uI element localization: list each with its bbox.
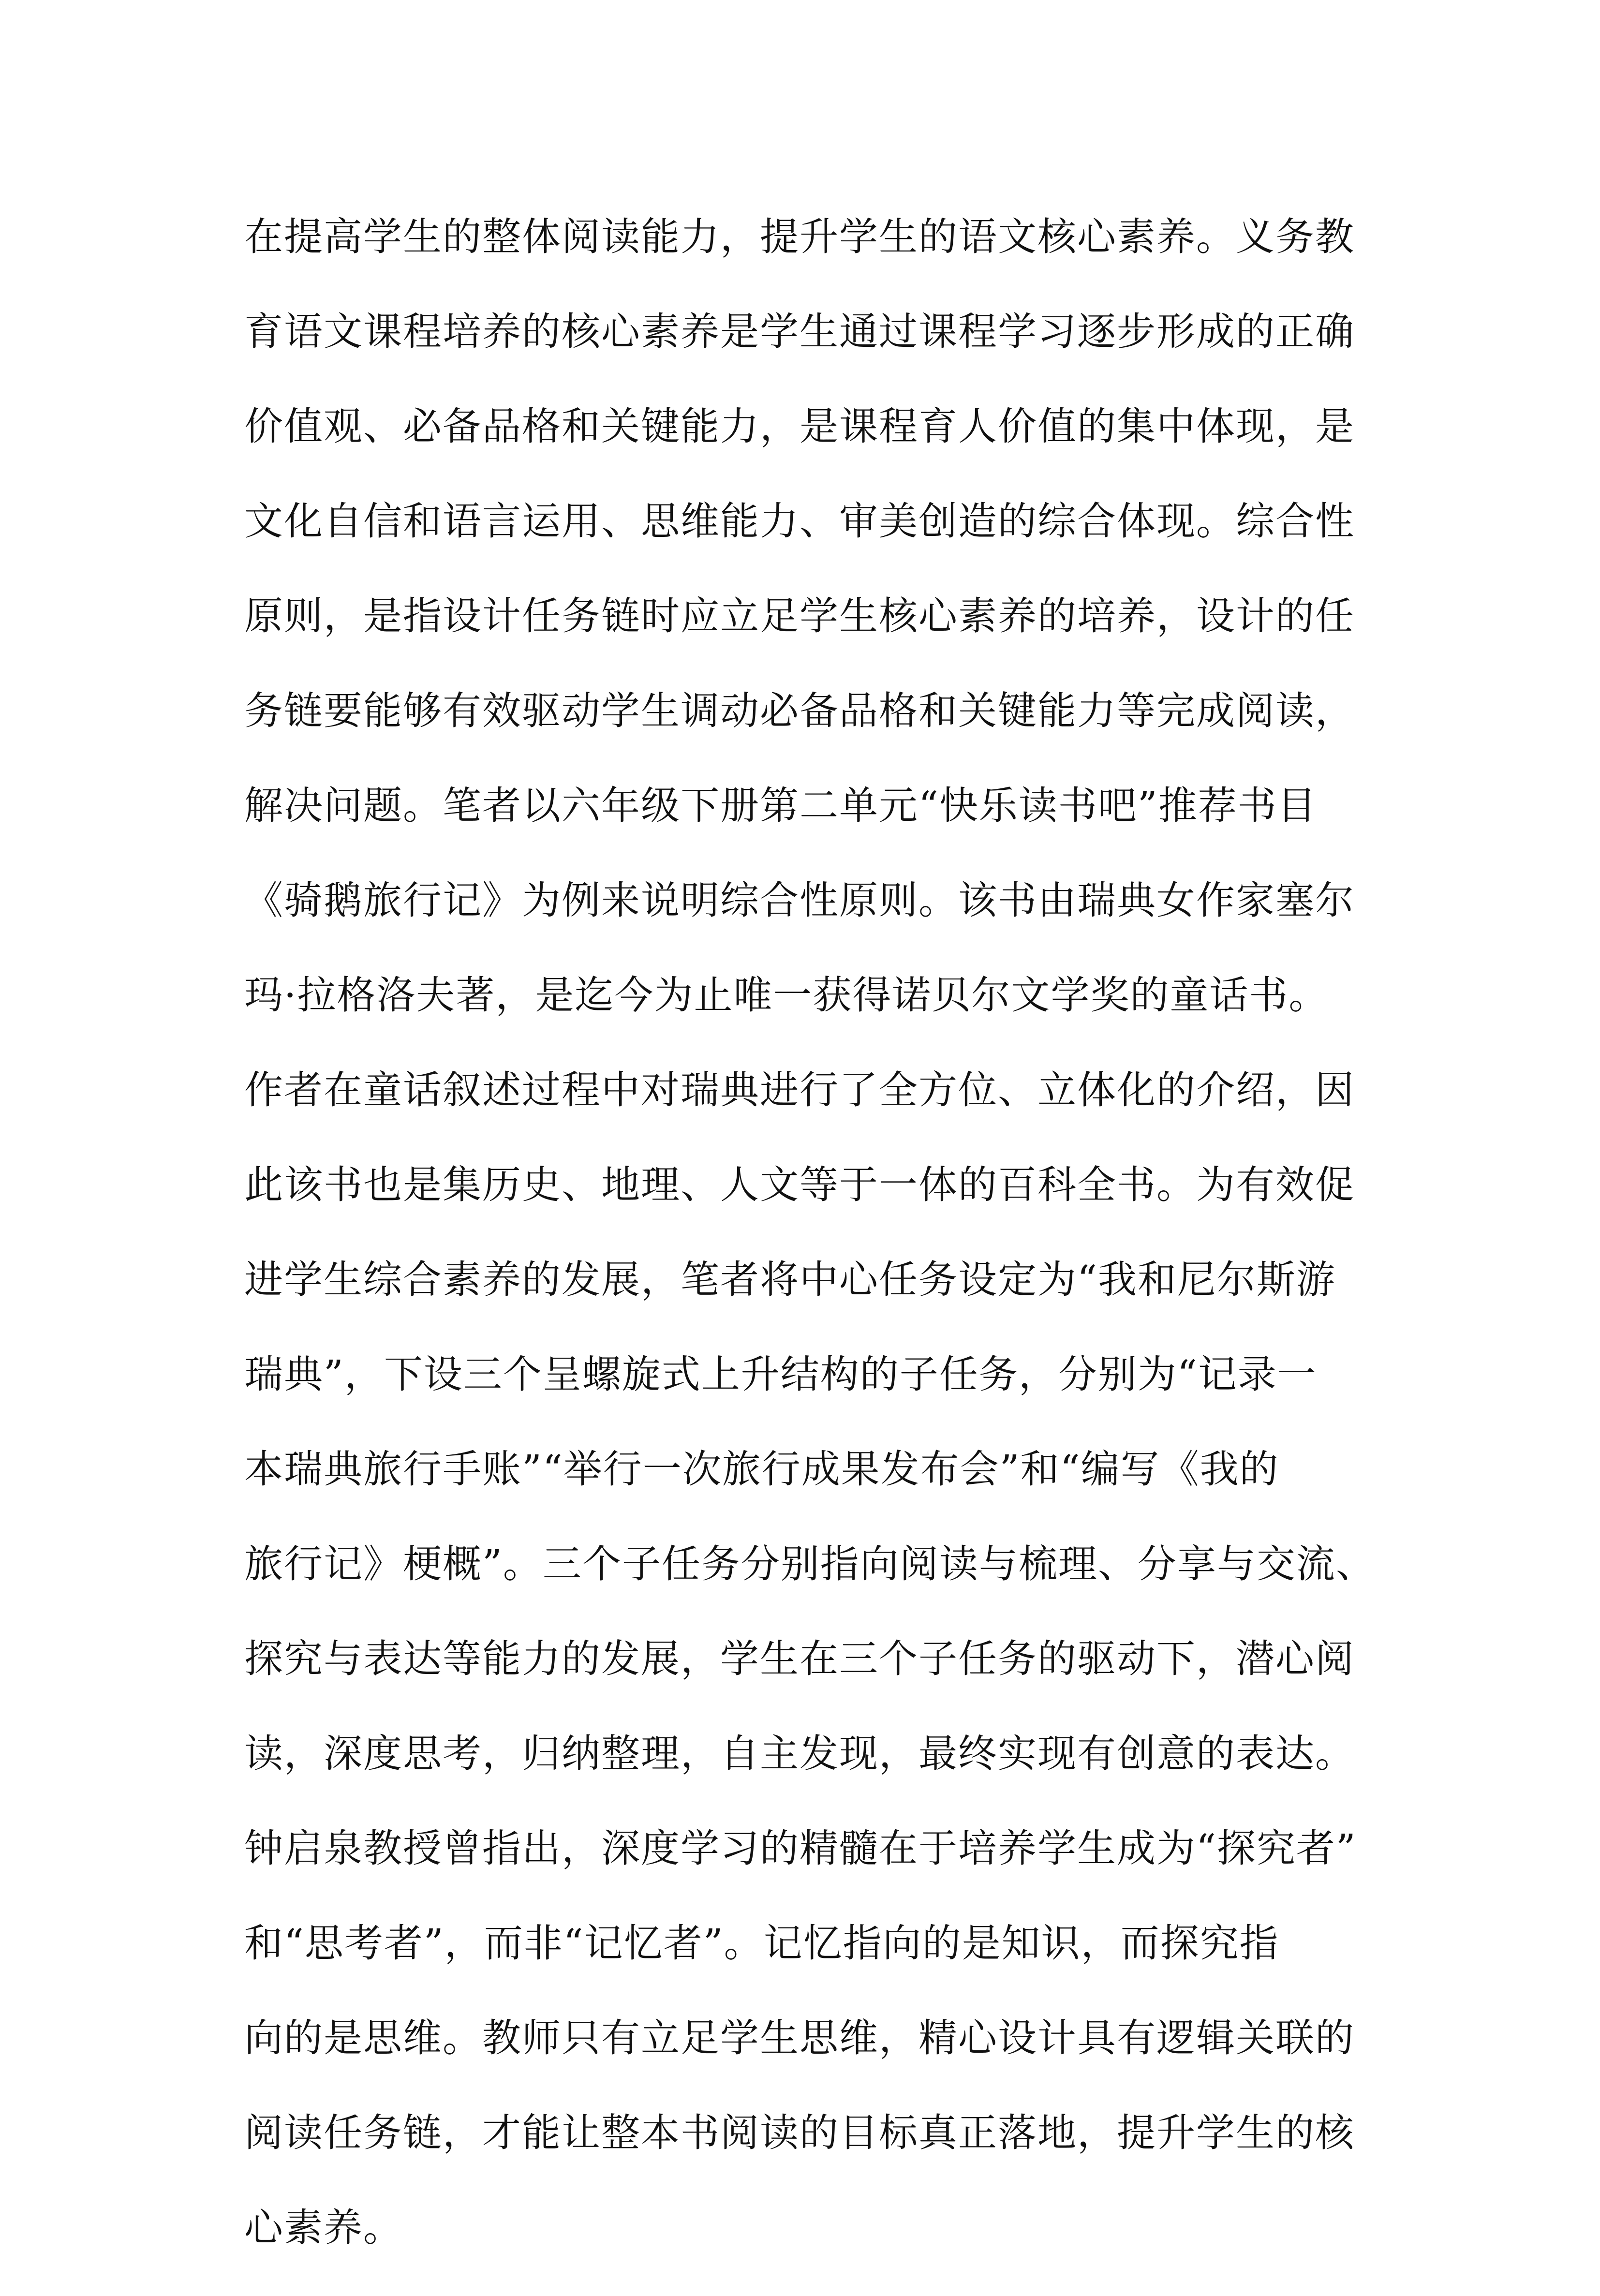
text-line: 在提高学生的整体阅读能力，提升学生的语文核心素养。义务教 — [244, 214, 1355, 259]
text-line: 文化自信和语言运用、思维能力、审美创造的综合体现。综合性 — [244, 499, 1355, 544]
text-line: 向的是思维。教师只有立足学生思维，精心设计具有逻辑关联的 — [244, 2015, 1355, 2060]
text-line: 本瑞典旅行手账”“举行一次旅行成果发布会”和“编写《我的 — [244, 1447, 1279, 1492]
text-line: 瑞典”，下设三个呈螺旋式上升结构的子任务，分别为“记录一 — [244, 1352, 1317, 1397]
text-line: 探究与表达等能力的发展，学生在三个子任务的驱动下，潜心阅 — [244, 1636, 1355, 1681]
text-line: 价值观、必备品格和关键能力，是课程育人价值的集中体现，是 — [244, 404, 1355, 449]
text-line: 钟启泉教授曾指出，深度学习的精髓在于培养学生成为“探究者” — [244, 1826, 1357, 1871]
text-line: 进学生综合素养的发展，笔者将中心任务设定为“我和尼尔斯游 — [244, 1257, 1336, 1302]
text-line: 《骑鹅旅行记》为例来说明综合性原则。该书由瑞典女作家塞尔 — [244, 878, 1355, 923]
text-line: 旅行记》梗概”。三个子任务分别指向阅读与梳理、分享与交流、 — [244, 1541, 1376, 1586]
text-line: 阅读任务链，才能让整本书阅读的目标真正落地，提升学生的核 — [244, 2110, 1355, 2155]
text-line: 玛·拉格洛夫著，是迄今为止唯一获得诺贝尔文学奖的童话书。 — [244, 973, 1329, 1018]
text-line: 育语文课程培养的核心素养是学生通过课程学习逐步形成的正确 — [244, 309, 1355, 354]
text-line: 务链要能够有效驱动学生调动必备品格和关键能力等完成阅读， — [244, 688, 1355, 733]
text-line: 此该书也是集历史、地理、人文等于一体的百科全书。为有效促 — [244, 1162, 1355, 1207]
text-line: 原则，是指设计任务链时应立足学生核心素养的培养，设计的任 — [244, 593, 1355, 638]
text-line: 心素养。 — [244, 2205, 403, 2250]
text-line: 读，深度思考，归纳整理，自主发现，最终实现有创意的表达。 — [244, 1731, 1355, 1776]
text-line: 和“思考者”，而非“记忆者”。记忆指向的是知识，而探究指 — [244, 1921, 1279, 1966]
body-paragraph — [244, 210, 1405, 2296]
text-line: 解决问题。笔者以六年级下册第二单元“快乐读书吧”推荐书目 — [244, 783, 1317, 828]
text-line: 作者在童话叙述过程中对瑞典进行了全方位、立体化的介绍，因 — [244, 1067, 1355, 1112]
